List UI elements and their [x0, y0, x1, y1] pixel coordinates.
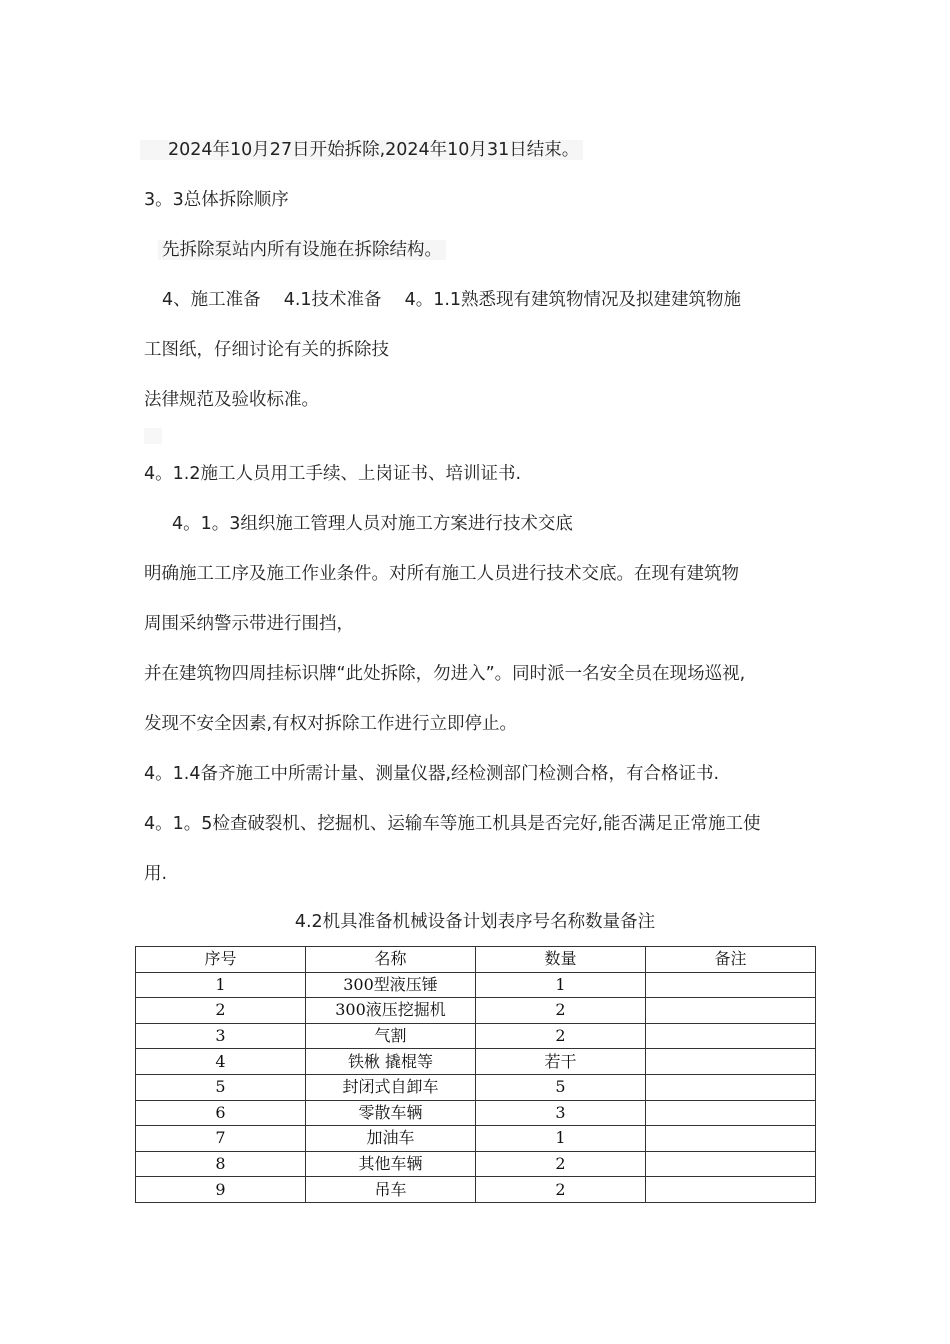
paragraph-4-1-5-end: 用.	[144, 864, 168, 884]
table-row	[136, 1126, 816, 1152]
cell-index: 9	[136, 1177, 306, 1203]
paragraph-4-1-3-c: 并在建筑物四周挂标识牌“此处拆除，勿进入”。同时派一名安全员在现场巡视,	[144, 664, 746, 684]
paragraph-schedule-text: 2024年10月27日开始拆除,2024年10月31日结束。	[140, 140, 583, 160]
cell-name: 300型液压锤	[306, 972, 476, 998]
cell-name: 气割	[306, 1023, 476, 1049]
table-body	[136, 972, 816, 1202]
cell-name: 封闭式自卸车	[306, 1074, 476, 1100]
paragraph-order-text: 先拆除泵站内所有设施在拆除结构。	[158, 240, 446, 260]
cell-name: 零散车辆	[306, 1100, 476, 1126]
cell-remark	[646, 998, 816, 1024]
paragraph-order	[158, 238, 838, 262]
cell-remark	[646, 1100, 816, 1126]
paragraph-4-1-5: 4。1。5检查破裂机、挖掘机、运输车等施工机具是否完好,能否满足正常施工使	[144, 814, 761, 834]
table-row	[136, 1023, 816, 1049]
cell-index: 7	[136, 1126, 306, 1152]
blank-marker	[144, 428, 162, 444]
cell-index: 1	[136, 972, 306, 998]
cell-remark	[646, 1177, 816, 1203]
cell-remark	[646, 1049, 816, 1075]
cell-index: 5	[136, 1074, 306, 1100]
table-row	[136, 1049, 816, 1075]
header-remark: 备注	[646, 947, 816, 973]
paragraph-4-1-3-b: 周围采纳警示带进行围挡，	[144, 614, 354, 634]
header-index: 序号	[136, 947, 306, 973]
cell-remark	[646, 1074, 816, 1100]
cell-remark	[646, 972, 816, 998]
cell-name: 加油车	[306, 1126, 476, 1152]
cell-quantity: 3	[476, 1100, 646, 1126]
cell-quantity: 1	[476, 972, 646, 998]
paragraph-4-1-4: 4。1.4备齐施工中所需计量、测量仪器,经检测部门检测合格，有合格证书.	[144, 764, 720, 784]
table-row	[136, 1074, 816, 1100]
cell-index: 8	[136, 1151, 306, 1177]
table-caption: 4.2机具准备机械设备计划表序号名称数量备注	[294, 912, 656, 932]
cell-quantity: 2	[476, 998, 646, 1024]
paragraph-4-1-3: 4。1。3组织施工管理人员对施工方案进行技术交底	[172, 514, 573, 534]
cell-remark	[646, 1151, 816, 1177]
cell-quantity: 2	[476, 1023, 646, 1049]
table-row	[136, 1177, 816, 1203]
cell-remark	[646, 1023, 816, 1049]
cell-quantity: 若干	[476, 1049, 646, 1075]
cell-quantity: 2	[476, 1177, 646, 1203]
heading-3-3: 3。3总体拆除顺序	[144, 190, 289, 210]
table-row	[136, 972, 816, 998]
table-row	[136, 1100, 816, 1126]
cell-name: 铁楸 撬棍等	[306, 1049, 476, 1075]
table-row	[136, 1151, 816, 1177]
paragraph-4-1-1-end: 法律规范及验收标准。	[144, 390, 319, 410]
cell-remark	[646, 1126, 816, 1152]
paragraph-4-1-3-d: 发现不安全因素,有权对拆除工作进行立即停止。	[144, 714, 518, 734]
table-row	[136, 998, 816, 1024]
cell-index: 6	[136, 1100, 306, 1126]
cell-name: 其他车辆	[306, 1151, 476, 1177]
header-name: 名称	[306, 947, 476, 973]
cell-index: 3	[136, 1023, 306, 1049]
heading-4: 4、施工准备 4.1技术准备 4。1.1熟悉现有建筑物情况及拟建建筑物施	[162, 290, 742, 310]
cell-name: 300液压挖掘机	[306, 998, 476, 1024]
cell-index: 4	[136, 1049, 306, 1075]
table-header-row	[136, 947, 816, 973]
equipment-table	[135, 946, 816, 1203]
cell-quantity: 5	[476, 1074, 646, 1100]
paragraph-4-1-1-cont: 工图纸，仔细讨论有关的拆除技	[144, 340, 389, 360]
cell-quantity: 2	[476, 1151, 646, 1177]
header-quantity: 数量	[476, 947, 646, 973]
cell-name: 吊车	[306, 1177, 476, 1203]
paragraph-4-1-3-a: 明确施工工序及施工作业条件。对所有施工人员进行技术交底。在现有建筑物	[144, 564, 739, 584]
paragraph-schedule	[140, 138, 820, 162]
paragraph-4-1-2: 4。1.2施工人员用工手续、上岗证书、培训证书.	[144, 464, 522, 484]
cell-quantity: 1	[476, 1126, 646, 1152]
cell-index: 2	[136, 998, 306, 1024]
